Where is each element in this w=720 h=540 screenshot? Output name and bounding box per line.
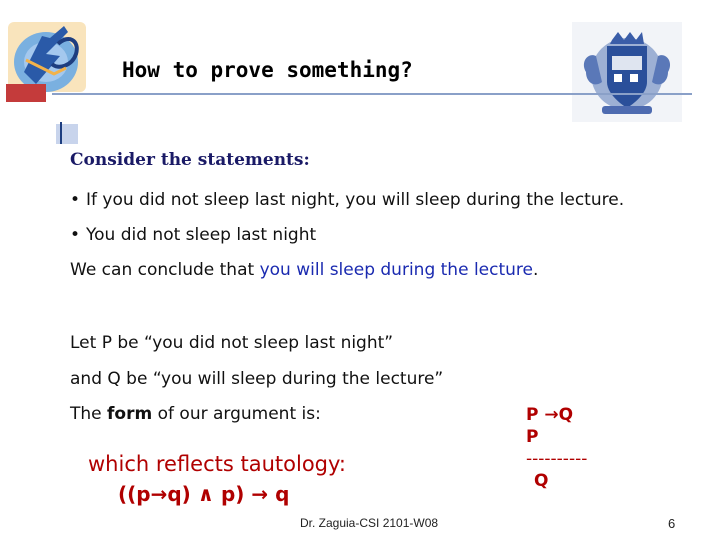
argument-separator: ----------: [526, 449, 588, 469]
conclusion-prefix: We can conclude that: [70, 260, 260, 280]
bullet-item: [70, 190, 624, 210]
form-suffix: of our argument is:: [152, 404, 321, 424]
argument-form: [526, 404, 587, 492]
tautology-label: which reflects tautology:: [88, 452, 346, 476]
title-divider: [52, 93, 692, 95]
conclusion-suffix: .: [532, 260, 539, 280]
conclusion-highlight: you will sleep during the lecture: [259, 260, 533, 280]
form-bold: form: [107, 404, 153, 424]
statements-heading: Consider the statements:: [70, 150, 310, 170]
footer-author: Dr. Zaguia-CSI 2101-W08: [300, 516, 439, 530]
argument-premise-1: P →Q: [526, 405, 574, 425]
tautology-formula: ((p→q) ∧ p) → q: [118, 482, 290, 506]
form-prefix: The: [70, 404, 108, 424]
form-line: [70, 404, 321, 424]
argument-conclusion: Q: [534, 471, 549, 491]
university-crest: [572, 22, 682, 122]
bullet-text: If you did not sleep last night, you will sleep during the lecture.: [86, 190, 625, 210]
definition-q: and Q be “you will sleep during the lecture”: [70, 369, 444, 389]
course-logo: [6, 14, 116, 144]
argument-premise-2: P: [526, 427, 539, 447]
bullet-item: [70, 225, 316, 245]
conclusion-line: [70, 260, 538, 280]
slide-title: How to prove something?: [122, 58, 413, 82]
definition-p: Let P be “you did not sleep last night”: [70, 333, 394, 353]
bullet-icon: •: [70, 225, 81, 245]
page-number: 6: [668, 516, 676, 531]
bullet-text: You did not sleep last night: [86, 225, 317, 245]
bullet-icon: •: [70, 190, 81, 210]
